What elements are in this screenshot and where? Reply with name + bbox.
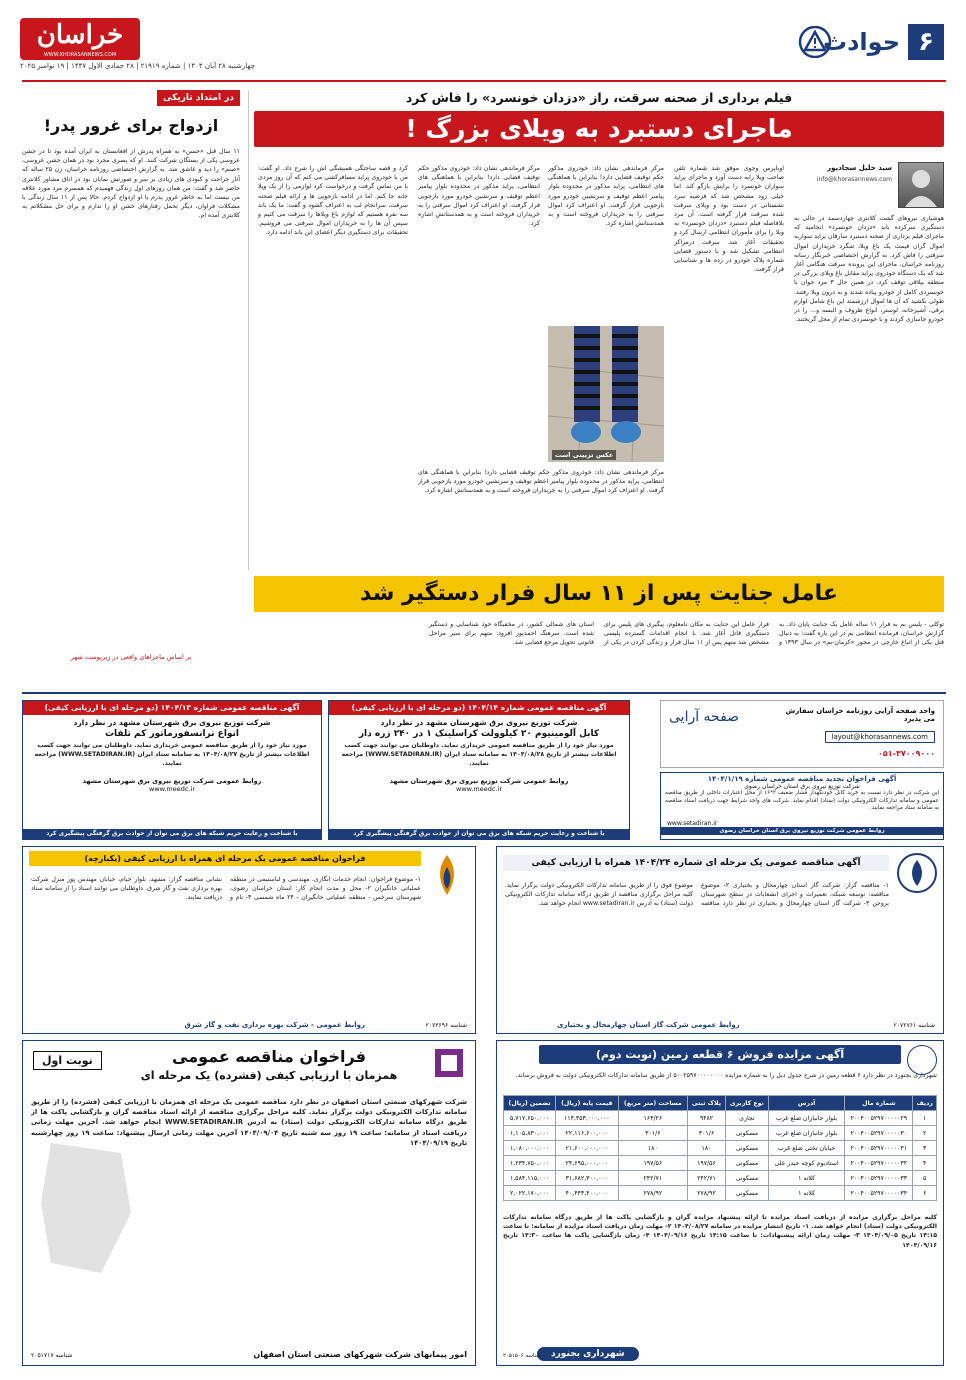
main-story	[254, 90, 944, 570]
ad-layout-title: صفحه آرایی	[669, 709, 740, 725]
table-cell: ۲۴,۶۹۵,۰۰۰,۰۰۰	[556, 1156, 619, 1171]
ad7-table-header	[504, 1096, 937, 1111]
table-cell: ۱۹۷/۵۶	[618, 1156, 688, 1171]
table-cell: ۲۷۸/۹۲	[688, 1186, 726, 1201]
photo-caption: عکس تزیینی است	[552, 450, 616, 460]
side-column-label: در امتداد تاریکی	[157, 90, 240, 106]
ad3-title: آگهی فراخوان تجدید مناقصه عمومی شماره ۱۴۰۴/۱/۱۹	[707, 775, 897, 783]
table-cell: ۲۰۰۴۰۰۵۲۹۷۰۰۰۰۰۳۰	[845, 1126, 913, 1141]
ad5-code: شناسه ۲۰۷۳۶۹۶	[425, 1022, 467, 1029]
ad4-body: ۱- مناقصه گزار: شرکت گاز استان چهارمحال و بختیاری ۲- موضوع مناقصه: توسعه شبکه، تعمیرات و اجرای انشعابات در سطح شهرستان بروجن ۳- شرکت گاز استان چهارمحال و بختیاری در نظر دارد مناقصه موضوع فوق را از طریق سامانه تدارکات الکترونیکی دولت برگزار نماید. کلیه مراحل برگزاری مناقصه از طریق درگاه سامانه تدارکات الکترونیکی دولت (ستاد) به آدرس www.setadiran.ir انجام خواهد شد.	[505, 882, 889, 908]
second-headline: عامل جنایت پس از ۱۱ سال فرار دستگیر شد	[360, 581, 838, 606]
table-cell: ۲,۰۲۲,۱۷۰,۰۰۰	[504, 1186, 556, 1201]
ad4-logo	[897, 853, 937, 893]
table-cell: ۱,۲۳۴,۷۵۰,۰۰۰	[504, 1156, 556, 1171]
col-guarantee: تضمین (ریال)	[504, 1096, 556, 1111]
col-row: ردیف	[913, 1096, 937, 1111]
ad5-title: فراخوان مناقصه عمومی یک مرحله ای همراه با ارزیابی کیفی (یکبارچه)	[29, 851, 421, 866]
main-body-col4: مرکز فرماندهی نشان داد: خودروی مذکور حکم توقیف قضایی دارد! بنابراین با هماهنگی های انتظامی، پراید مذکور در محدوده بلوار پیامبر اعظم توقیف و سرنشین خودرو مورد بازجویی قرار گرفت. او اعتراف کرد اموال سرقتی را به خریداران فروخته است و به همدستانش اشاره کرد.	[418, 165, 540, 228]
ad-layout-service	[660, 700, 944, 768]
table-cell: بلوار جانبازان ضلع غرب	[768, 1126, 844, 1141]
table-cell: ۱۹۷/۵۶	[688, 1156, 726, 1171]
ad7-code: شناسه ۲۰۵۱۵۰۶	[503, 1353, 541, 1359]
main-body-col2: اوباپرس وجوی موفق شد شماره تلفن صاحب ویلا رابه دست آورد و ماجرای پراید سواران خونسرد را برایش بازگو کند. اما خیلی زود مشخص شد که فرضیه سرد نشستانی در دست بود و ویلای سرقت شده سرقت قرار گرفته است. آن مرد بلافاصله فیلم دستبرد «دزدان خونسرد» به ویلا را برای مأموران انتظامی ارسال کرد و تحقیقات آغاز شد. سرقت درمراکز انتظامی تشکیل شد و با دستور قضایی شماره پلاک خودرو در رده ها و شناسایی قرار گرفت.	[674, 165, 784, 274]
ad4-code: شناسه ۲۰۷۲۷۶۱	[893, 1022, 935, 1029]
page-number-badge: ۶	[908, 24, 944, 60]
ad7-title: آگهی مزایده فروش ۶ قطعه زمین (نوبت دوم)	[539, 1045, 901, 1064]
ad3-company: شرکت توزیع نیروی برق استان خراسان رضوی	[744, 783, 860, 790]
ad5-body: ۱- موضوع فراخوان: انجام خدمات انگاری، مهندسی و لباستیمی در منطقه عملیاتی خانگیران ۲- محل و مدت انجام کار: استان خراسان رضوی، شهرستان سرخس - منطقه عملیاتی خانگیران - ۲۴ ماه شمسی ۳- نام و نشانی مناقصه گزار: مشهد، بلوار خیام، خیابان مهندس پور منزل شرکت بهره برداری نفت و گاز شرق. داوطلبان می توانند اسناد را از سامانه ستاد دریافت نمایند.	[31, 876, 421, 902]
main-headline: ماجرای دستبرد به ویلای بزرگ !	[405, 114, 793, 143]
table-cell: ۳۰۱/۶	[618, 1126, 688, 1141]
table-cell: خیابان تختی ضلع غرب	[768, 1141, 844, 1156]
ad5-logo	[427, 853, 467, 897]
col-asset-number: شماره مال	[845, 1096, 913, 1111]
table-cell: ۱,۱۰۵,۸۳۰,۰۰۰	[504, 1126, 556, 1141]
table-cell: ۲۴۲/۷۱	[688, 1171, 726, 1186]
ad6-badge: نوبت اول	[33, 1051, 102, 1070]
ad-tender-nioc-east	[22, 846, 476, 1034]
ad2-title: آگهی مناقصه عمومی شماره ۱۴۰۴/۱۴ (دو مرحله ای با ارزیابی کیفی)	[329, 701, 629, 715]
second-headline-bar	[254, 576, 944, 612]
table-cell: ۵,۷۱۷,۶۵۰,۰۰۰	[504, 1111, 556, 1126]
table-cell: ۵	[913, 1171, 937, 1186]
ad1-subject: انواع ترانسفورماتور کم تلفات	[104, 729, 240, 739]
main-headline-bar	[254, 111, 944, 147]
table-cell: تجاری	[725, 1111, 768, 1126]
table-cell: ۲۰۰۴۰۰۵۲۹۷۰۰۰۰۰۳۱	[845, 1141, 913, 1156]
ad6-subtitle: همزمان با ارزیابی کیفی (فشرده) یک مرحله ای	[140, 1069, 398, 1082]
page-header	[20, 18, 944, 70]
table-cell: ۱۸۰	[618, 1141, 688, 1156]
main-body-col3b: مرکز فرماندهی نشان داد: خودروی مذکور حکم توقیف قضایی دارد! بنابراین با هماهنگی های انتظامی، پراید مذکور در محدوده بلوار پیامبر اعظم توقیف و سرنشین خودرو مورد بازجویی قرار گرفت. او اعتراف کرد اموال سرقتی را به خریداران فروخته است و به همدستانش اشاره کرد.	[418, 469, 664, 495]
main-body-col1: هوشیاری نیروهای گشت کلانتری چهاردسمد در حالی به دستگیری سرکرده باند «دزدان خونسرد» انجامید که ماجرای فیلم برداری از صحنه دستبرد سارقان پراید سواربه اموال گران قیمت یک باغ ویلا، شگرد خریداران اموال سرقتی را فاش کرد. به گزارش اختصاصی خبرنگار رسانه روزنامه خراسان، ماجرای این پرونده سرقت هنگامی آغاز شد که یک دستگاه خودروی پراید مقابل باغ ویلای بزرگی در منطقه ییلاقی توقف کرد. در همین حال ۳ مرد جوان با خونسردی کامل از خودرو پیاده شدند و به درون ویلا رفتند. طولی نکشید که آن ها اموال ارزشمند این باغ شامل لوازم برقی، آشپزخانه، لوستر، انواع ظروف و البسه و... را در خودرو جاسازی کردند و با خونسردی تمام از محل گریختند.	[794, 215, 944, 324]
col-base-price: قیمت پایه (ریال)	[556, 1096, 619, 1111]
table-cell: ۲۰۰۴۰۰۵۲۹۷۰۰۰۰۰۳۳	[845, 1171, 913, 1186]
table-cell: ۱۶۳/۲۶	[618, 1111, 688, 1126]
side-column-headline: ازدواج برای غرور پدر!	[43, 116, 219, 135]
table-cell: ۲۴۲/۷۱	[618, 1171, 688, 1186]
ad-tender-1404-13	[22, 700, 322, 840]
ad3-bar: روابط عمومی شرکت توزیع نیروی برق استان خراسان رضوی	[661, 827, 943, 835]
table-cell: ۶	[913, 1186, 937, 1201]
column-divider	[248, 90, 249, 570]
table-cell: ۲۰۰۴۰۰۵۲۹۷۰۰۰۰۰۳۴	[845, 1186, 913, 1201]
table-cell: ۳۱,۶۸۲,۳۰۰,۰۰۰	[556, 1171, 619, 1186]
ad-layout-subtitle: واحد صفحه آرایی روزنامه خراسان سفارش می پذیرد	[785, 707, 935, 723]
table-row	[504, 1141, 937, 1156]
table-cell: ۹۴۸۲	[688, 1111, 726, 1126]
main-body-col5: کرد و قصه ساختگی همیشگی اش را شرح داد. او گفت: من با خودروی پراید مسافرکشی می کنم که آن روز مردی با من تماس گرفت و درخواست کرد لوازمی را از یک ویلا جابه جا کنم. اما در ادامه بازجویی ها و ارائه فیلم صحنه سرقت، سرانجام لب به اعتراف گشود و گفت: ما یک باند سه نفره هستیم که لوازم باغ ویلاها را سرقت می کنیم و سپس آن ها را به خریداران اموال سرقتی می فروشیم. تحقیقات برای دستگیری دیگر اعضای این باند ادامه دارد.	[258, 165, 408, 237]
warning-icon	[798, 26, 832, 58]
ad-tender-gas-chaharmahal	[496, 846, 944, 1034]
ad7-footer: شهرداری بجنورد	[537, 1347, 639, 1361]
ad2-subject: کابل آلومینیوم ۲۰ کیلوولت کراسلینک ۱ در ۲۴۰ زره دار	[358, 729, 600, 739]
masthead-logo: خراسان WWW.KHORASANNEWS.COM	[20, 18, 140, 60]
ad2-bar: با شناخت و رعایت حریم شبکه های برق می توان از حوادث برق گرفتگی پیشگیری کرد	[329, 829, 629, 839]
ad1-title: آگهی مناقصه عمومی شماره ۱۴۰۴/۱۳ (دو مرحله ای با ارزیابی کیفی)	[23, 701, 321, 715]
ad7-intro: شهرداری بجنورد در نظر دارد ۶ قطعه زمین در شرح جدول ذیل را به شماره مزایده ۵۰۰۲۵۹۷۰۰۰۰۰۰۰۰ از طریق سامانه تدارکات الکترونیکی دولت به فروش برساند.	[515, 1072, 937, 1079]
table-cell: بلوار جانبازان ضلع غرب	[768, 1111, 844, 1126]
table-cell: ۲۰۰۴۰۰۵۲۹۷۰۰۰۰۰۲۹	[845, 1111, 913, 1126]
ad6-body: شرکت شهرکهای صنعتی استان اصفهان در نظر دارد مناقصه عمومی یک مرحله ای همزمان با ارزیابی کیفی (فشرده) را از طریق سامانه تدارکات الکترونیکی دولت برگزار نماید. کلیه مراحل برگزاری مناقصه از ارائه اسناد مناقصه گران و بازگشایی پاکت ها از طریق درگاه سامانه تدارکات الکترونیکی دولت (ستاد) به آدرس WWW.SETADIRAN.IR انجام خواهد شد. آخرین مهلت زمانی دریافت اسناد از سامانه: ساعت ۱۹ روز سه شنبه تاریخ ۱۴۰۴/۰۹/۰۴ آخرین مهلت زمانی ارسال پیشنهاد: ساعت ۱۹ روز چهارشنبه تاریخ ۱۴۰۴/۰۹/۱۹	[31, 1098, 467, 1147]
ad3-body: این شرکت در نظر دارد نسبت به خرید کابل خودنگهدار فشار ضعیف ۲*۱۶ از محل اعتبارات داخلی از طریق مناقصه عمومی و سامانه تدارکات الکترونیکی دولت (ستاد) اقدام نماید. شرکت های واجد شرایط جهت دریافت اسناد مناقصه به سامانه ستاد مراجعه نمایند.	[665, 790, 940, 811]
ad2-site: www.meedc.ir	[456, 785, 502, 793]
ad-tender-1404-14	[328, 700, 630, 840]
table-cell: کلاته ۱	[768, 1186, 844, 1201]
table-cell: ۲۲,۱۱۶,۶۰۰,۰۰۰	[556, 1126, 619, 1141]
ad-tender-khorasan-power	[660, 772, 944, 840]
side-column-body: ۱۱ سال قبل «حسن» به همراه پدرش از افغانستان به ایران آمده بود تا در جشن عروسی یکی از بستگان شرکت کنند. او که پسری مجرد بود در همان جشن عروسی، «صنم» را دید و عاشق شد. به گزارش اختصاصی روزنامه خراسان، زن ۲۵ ساله که آثار جراحت و کبودی های زیادی بر سر و صورتش نمایان بود در اتاق مشاور کلانتری حاضر شد و گفت: من همان روزهای اول زندگی فهمیدم که همسرم مرد مورد علاقه من نیست اما به خاطر غرور پدرم با او ازدواج کردم. حالا پس از ۱۱ سال زندگی با مشکلات فراوان، دیگر تحمل رفتارهای خشن او را ندارم و برای حل مشکلاتم به کلانتری آمده ام.	[22, 148, 240, 220]
ads-top-rule	[22, 692, 946, 694]
table-cell: مسکونی	[725, 1171, 768, 1186]
table-cell: ۱۸۰	[688, 1141, 726, 1156]
table-cell: ۲۷۸/۹۲	[618, 1186, 688, 1201]
author-photo	[898, 162, 944, 208]
table-cell: ۳	[913, 1141, 937, 1156]
table-cell: ۴	[913, 1156, 937, 1171]
ad1-site: www.meedc.ir	[149, 785, 195, 793]
table-cell: مسکونی	[725, 1141, 768, 1156]
ad1-bar: با شناخت و رعایت حریم شبکه های برق می توان از حوادث برق گرفتگی پیشگیری کرد	[23, 829, 321, 839]
table-cell: ۲۱,۶۰۰,۰۰۰,۰۰۰	[556, 1141, 619, 1156]
table-row	[504, 1111, 937, 1126]
ad6-title: فراخوان مناقصه عمومی	[172, 1047, 366, 1066]
col-address: آدرس	[768, 1096, 844, 1111]
main-kicker: فیلم برداری از صحنه سرقت، راز «دزدان خونسرد» را فاش کرد	[405, 90, 793, 105]
table-row	[504, 1156, 937, 1171]
ad-auction-bojnurd	[496, 1040, 944, 1366]
ad7-table	[503, 1095, 937, 1201]
ad6-code: شناسه ۲۰۵۱۷۱۷	[31, 1352, 73, 1359]
main-body-col3: مرکز فرماندهی نشان داد: خودروی مذکور حکم توقیف قضایی دارد! بنابراین با هماهنگی های انتظامی، پراید مذکور در محدوده بلوار پیامبر اعظم توقیف و سرنشین خودرو مورد بازجویی قرار گرفت. او اعتراف کرد اموال سرقتی را به خریداران فروخته است و به همدستانش اشاره کرد.	[548, 165, 664, 228]
col-plate: پلاک ثبتی	[688, 1096, 726, 1111]
table-cell: مسکونی	[725, 1126, 768, 1141]
ad5-footer: روابط عمومی - شرکت بهره برداری نفت و گاز شرق	[184, 1021, 365, 1029]
ad7-notes: کلیه مراحل برگزاری مزایده از دریافت اسناد مزایده تا ارائه پیشنهاد مزایده گران و بازگشایی پاکت ها از طریق درگاه سامانه تدارکات الکترونیکی دولت (ستاد) انجام خواهد شد. ۱- تاریخ انتشار مزایده در سامانه ۱۴۰۴/۰۸/۲۷ ۲- مهلت زمان دریافت اسناد مزایده از سامانه: تا ساعت ۱۴:۱۵ تاریخ ۱۴۰۴/۰۹/۰۵ ۳- مهلت زمان ارائه پیشنهادات: تا ساعت ۱۴:۱۵ تاریخ ۱۴۰۴/۰۹/۱۶ ۴- زمان بازگشایی پاکت ها ساعت ۱۴:۳۰ تاریخ ۱۴۰۴/۰۹/۱۶	[503, 1214, 937, 1249]
ad-layout-phone: ۰۵۱-۳۷۰۰۹۰۰۰	[877, 749, 935, 758]
ad6-footer: امور پیمانهای شرکت شهرکهای صنعتی استان اصفهان	[253, 1350, 467, 1359]
ad-tender-isfahan-industrial	[22, 1040, 476, 1366]
table-cell: مسکونی	[725, 1156, 768, 1171]
ad2-footer: روابط عمومی شرکت توزیع نیروی برق شهرستان مشهد	[389, 777, 569, 785]
col-usage: نوع کاربری	[725, 1096, 768, 1111]
side-column	[22, 90, 240, 685]
table-cell: ۱	[913, 1111, 937, 1126]
table-row	[504, 1126, 937, 1141]
ad2-body: مورد نیاز خود را از طریق مناقصه عمومی خریداری نماید. داوطلبان می توانند جهت کسب اطلاعات بیشتر از تاریخ ۱۴۰۴/۰۸/۲۸ به سامانه ستاد ایران (WWW.SETADIRAN.IR) مراجعه نمایند.	[341, 742, 617, 768]
ad1-body: مورد نیاز خود را از طریق مناقصه عمومی خریداری نماید. داوطلبان می توانند جهت کسب اطلاعات بیشتر از تاریخ ۱۴۰۴/۰۸/۲۷ به سامانه ستاد ایران (WWW.SETADIRAN.IR) مراجعه نمایند.	[34, 742, 310, 768]
table-cell: مسکونی	[725, 1186, 768, 1201]
table-cell: استادیوم کوچه حیدر علی	[768, 1156, 844, 1171]
header-rule	[22, 80, 946, 82]
author-email: info@khorasannews.com	[816, 176, 892, 183]
table-cell: ۱۱۴,۳۵۳,۰۰۰,۰۰۰	[556, 1111, 619, 1126]
table-row	[504, 1186, 937, 1201]
table-cell: ۲۰۰۴۰۰۵۲۹۷۰۰۰۰۰۳۲	[845, 1156, 913, 1171]
section-title: حوادث	[822, 28, 900, 56]
author-name: سید خلیل سجادپور	[827, 164, 892, 172]
ad1-company: شرکت توزیع نیروی برق شهرستان مشهد در نظر دارد	[73, 718, 271, 727]
story-photo	[548, 326, 664, 462]
table-row	[504, 1171, 937, 1186]
table-cell: ۱,۵۸۴,۱۱۵,۰۰۰	[504, 1171, 556, 1186]
ad4-footer: روابط عمومی شرکت گاز استان چهارمحال و بختیاری	[557, 1021, 740, 1029]
table-cell: ۴۰,۴۴۳,۴۰۰,۰۰۰	[556, 1186, 619, 1201]
ad2-company: شرکت توزیع نیروی برق شهرستان مشهد در نظر دارد	[380, 718, 578, 727]
dateline: چهارشنبه ۲۸ آبان ۱۴۰۴ | شماره ۲۱۹۱۹ | ۲۸ جمادی الاول ۱۴۴۷ | ۱۹ نوامبر ۲۰۲۵	[20, 62, 255, 70]
ad1-footer: روابط عمومی شرکت توزیع نیروی برق شهرستان مشهد	[82, 777, 262, 785]
ad-layout-email: layout@khorasannews.com	[825, 731, 935, 743]
ad4-title: آگهی مناقصه عمومی یک مرحله ای شماره ۱۴۰۴/۲۴ همراه با ارزیابی کیفی	[503, 855, 889, 871]
col-area: مساحت (متر مربع)	[618, 1096, 688, 1111]
second-body: توکلی - پلیس بم به فرار ۱۱ ساله عامل یک جنایت پایان داد. به گزارش خراسان، فرمانده انتظامی بم در این باره گفت: به دنبال قتل یکی از اتباع خارجی در محور «کرمان-بم» در سال ۱۳۹۳ و فرار عامل این جنایت به مکان نامعلوم، پیگیری های پلیس برای دستگیری قاتل آغاز شد. با انجام اقدامات گسترده پلیسی مشخص شد متهم پس از ۱۱ سال فرار و زندگی کردن در یکی از استان های شمالی کشور، در مخفیگاه خود شناسایی و دستگیر شده است. سرهنگ احمدپور افزود: متهم برای سیر مراحل قانونی تحویل مرجع قضایی شد.	[429, 621, 944, 647]
table-cell: ۳۰۱/۶	[688, 1126, 726, 1141]
table-cell: کلاته ۱	[768, 1171, 844, 1186]
ad3-site: www.setadiran.ir	[667, 820, 718, 827]
second-story	[254, 576, 944, 686]
table-cell: ۱,۰۸۰,۰۰۰,۰۰۰	[504, 1141, 556, 1156]
ad6-logo	[431, 1045, 467, 1085]
side-column-footer: بر اساس ماجراهای واقعی در زیرپوست شهر	[70, 653, 192, 661]
table-cell: ۲	[913, 1126, 937, 1141]
